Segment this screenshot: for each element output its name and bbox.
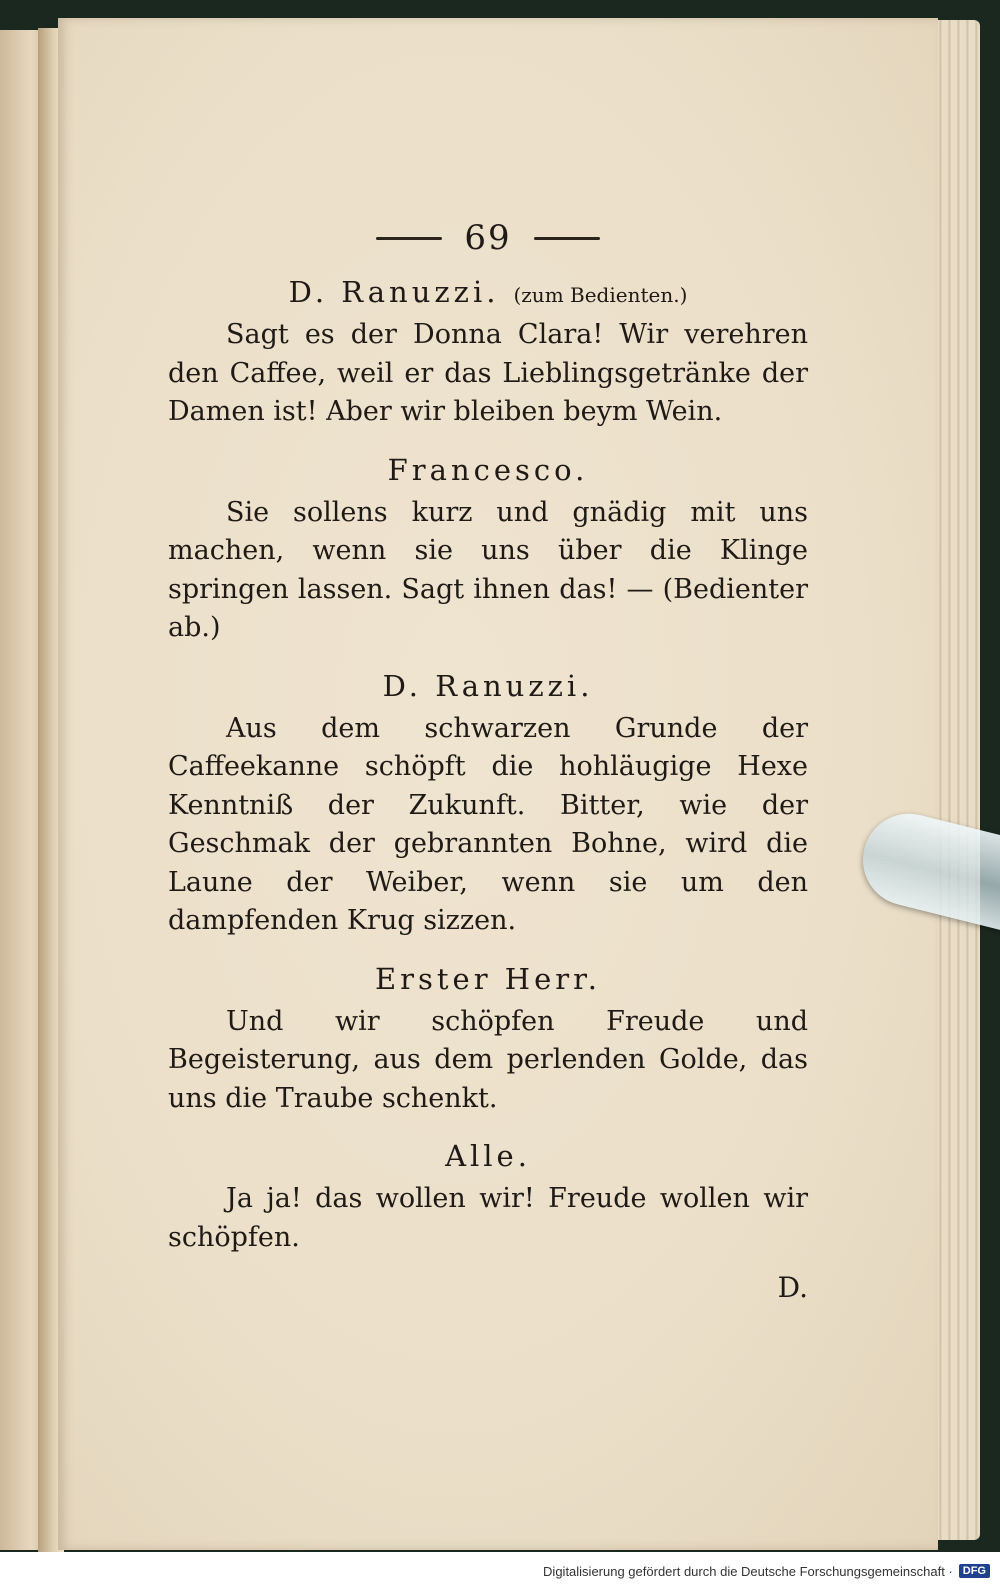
dfg-logo-icon: DFG — [959, 1564, 990, 1578]
catchword: D. — [777, 1271, 808, 1304]
speaker-name — [168, 268, 808, 316]
speaker-label: D. Ranuzzi. — [288, 275, 500, 309]
dialogue-text: Aus dem schwarzen Grunde der Caffeekanne schöpft die hohläugige Hexe Kenntniß der Zukunft. Bitter, wie der Geschmak der gebrannten Bohne, wird die Laune der Weiber, wenn sie um den dampfenden Krug sizzen. — [168, 712, 808, 936]
page-text — [168, 208, 808, 1304]
digitization-footer — [0, 1552, 1000, 1590]
speaker-label: Alle. — [445, 1139, 531, 1173]
page-header — [168, 208, 808, 268]
dialogue-text: Ja ja! das wollen wir! Freude wollen wir schöpfen. — [168, 1183, 808, 1253]
header-rule-right — [534, 237, 600, 240]
speaker-label: Erster Herr. — [374, 961, 602, 996]
speaker-label: D. Ranuzzi. — [382, 668, 594, 703]
stage-direction: (zum Bedienten.) — [513, 283, 688, 307]
dialogue-text: Sagt es der Donna Clara! Wir verehren den Caffee, weil er das Lieblingsgetränke der Damen ist! Aber wir bleiben beym Wein. — [168, 319, 808, 427]
header-rule-left — [376, 237, 442, 240]
speaker-name — [168, 662, 808, 710]
speaker-name — [168, 955, 808, 1003]
speaker-label: Francesco. — [387, 452, 589, 487]
dialogue-text: Und wir schöpfen Freude und Begeisterung, aus dem perlenden Golde, das uns die Traube schenkt. — [168, 1005, 808, 1114]
speaker-name — [168, 446, 808, 494]
book-page — [58, 18, 938, 1550]
page-number: 69 — [464, 218, 512, 258]
dialogue-text: Sie sollens kurz und gnädig mit uns machen, wenn sie uns über die Klinge springen lassen. Sagt ihnen das! — (Bedienter ab.) — [168, 496, 808, 643]
speaker-name — [168, 1132, 808, 1180]
footer-credit: Digitalisierung gefördert durch die Deutsche Forschungsgemeinschaft · — [543, 1563, 953, 1579]
